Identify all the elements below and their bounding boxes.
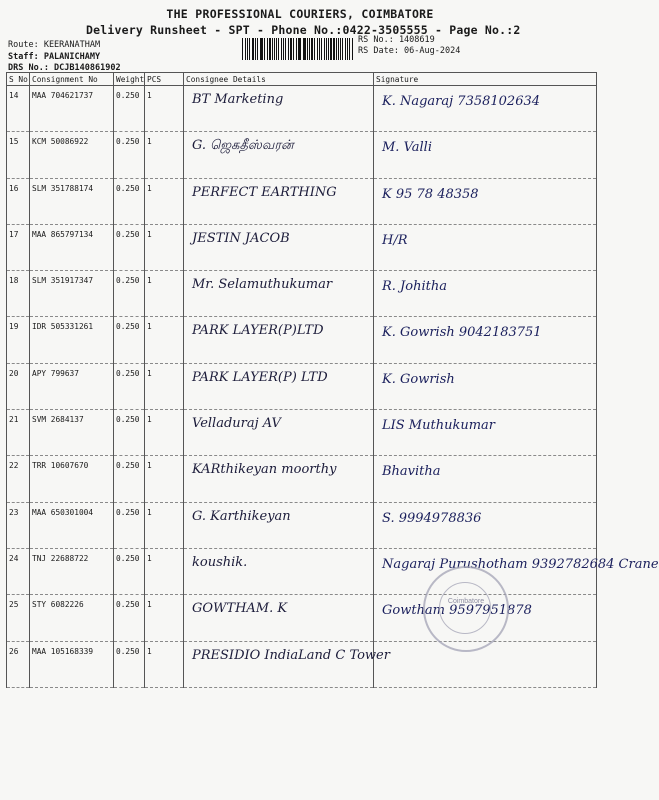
table-row [7, 502, 597, 548]
handwritten-consignee: PARK LAYER(P) LTD [192, 369, 328, 385]
table-row [7, 410, 597, 456]
table-row [7, 317, 597, 363]
cell-consignment-no: TRR 10607670 [30, 456, 114, 502]
cell-consignment-no: STY 6082226 [30, 595, 114, 641]
cell-consignee [184, 456, 374, 502]
barcode-bar [342, 38, 343, 60]
col-consignment-header: Consignment No [30, 73, 114, 86]
handwritten-signature: R. Johitha [382, 279, 447, 295]
barcode-bar [293, 38, 294, 60]
cell-consignee [184, 363, 374, 409]
table-row [7, 456, 597, 502]
cell-pcs: 1 [145, 178, 184, 224]
col-consignee-header: Consignee Details [184, 73, 374, 86]
barcode-bar [319, 38, 320, 60]
barcode-bar [309, 38, 310, 60]
barcode-bar [245, 38, 246, 60]
cell-sno: 23 [7, 502, 30, 548]
cell-pcs: 1 [145, 595, 184, 641]
cell-consignment-no: MAA 865797134 [30, 224, 114, 270]
handwritten-consignee: PERFECT EARTHING [192, 184, 337, 200]
barcode-bar [285, 38, 286, 60]
barcode-bar [260, 38, 261, 60]
barcode-bar [307, 38, 308, 60]
cell-sno: 14 [7, 86, 30, 132]
cell-pcs: 1 [145, 271, 184, 317]
handwritten-signature: S. 9994978836 [382, 510, 482, 526]
cell-sno: 24 [7, 548, 30, 594]
barcode-bar [267, 38, 268, 60]
barcode-bar [276, 38, 277, 60]
handwritten-consignee: JESTIN JACOB [192, 230, 290, 246]
cell-pcs: 1 [145, 502, 184, 548]
cell-consignee [184, 271, 374, 317]
cell-signature [374, 363, 597, 409]
handwritten-signature: K 95 78 48358 [382, 186, 479, 202]
cell-weight: 0.250 [114, 410, 145, 456]
handwritten-signature: K. Gowrish 9042183751 [382, 325, 542, 341]
barcode-bar [269, 38, 271, 60]
cell-pcs: 1 [145, 410, 184, 456]
company-title: THE PROFESSIONAL COURIERS, COIMBATORE [166, 7, 434, 21]
cell-signature [374, 641, 597, 687]
cell-consignment-no: APY 799637 [30, 363, 114, 409]
barcode-bar [264, 38, 265, 60]
table-row [7, 641, 597, 687]
cell-consignee [184, 410, 374, 456]
cell-sno: 17 [7, 224, 30, 270]
barcode-bar [242, 38, 243, 60]
handwritten-consignee: PARK LAYER(P)LTD [192, 323, 324, 339]
barcode-bar [255, 38, 256, 60]
col-signature-header: Signature [374, 73, 597, 86]
cell-consignee [184, 641, 390, 687]
cell-pcs: 1 [145, 86, 184, 132]
cell-weight: 0.250 [114, 595, 145, 641]
runsheet-table [6, 72, 659, 688]
barcode-bar [261, 38, 262, 60]
handwritten-consignee: KARthikeyan moorthy [192, 462, 337, 478]
cell-signature [374, 317, 597, 363]
handwritten-signature: Bhavitha [382, 464, 441, 480]
barcode-bar [314, 38, 315, 60]
cell-consignment-no: MAA 704621737 [30, 86, 114, 132]
barcode-bar [338, 38, 339, 60]
cell-sno: 20 [7, 363, 30, 409]
table-row [7, 86, 597, 132]
col-pcs-header: PCS [145, 73, 184, 86]
cell-signature [374, 456, 597, 502]
handwritten-consignee: BT Marketing [192, 92, 284, 107]
handwritten-signature: K. Nagaraj 7358102634 [382, 94, 541, 109]
handwritten-consignee: Velladuraj AV [192, 416, 281, 432]
handwritten-signature: Nagaraj Purushotham 9392782684 Crane [382, 556, 659, 572]
cell-sno: 22 [7, 456, 30, 502]
cell-consignment-no: SLM 351788174 [30, 178, 114, 224]
stamp-inner-ring [439, 582, 491, 634]
handwritten-consignee: koushik. [192, 554, 248, 570]
rs-number: RS No.: 1408619 [358, 35, 435, 45]
barcode-bar [326, 38, 327, 60]
handwritten-signature: LIS Muthukumar [382, 418, 496, 434]
cell-consignment-no: IDR 505331261 [30, 317, 114, 363]
barcode-bar [345, 38, 346, 60]
barcode-bar [321, 38, 322, 60]
runsheet-subtitle: Delivery Runsheet - SPT - Phone No.:0422-3505555 - Page No.:2 [86, 23, 521, 37]
cell-signature [374, 410, 597, 456]
barcode-bar [296, 38, 297, 60]
barcode-bar [247, 38, 248, 60]
cell-consignment-no: TNJ 22688722 [30, 548, 114, 594]
cell-weight: 0.250 [114, 641, 145, 687]
cell-sno: 26 [7, 641, 30, 687]
cell-pcs: 1 [145, 224, 184, 270]
cell-consignment-no: SLM 351917347 [30, 271, 114, 317]
cell-consignee [184, 224, 374, 270]
handwritten-signature: H/R [382, 232, 408, 248]
cell-weight: 0.250 [114, 224, 145, 270]
barcode-bar [336, 38, 337, 60]
barcode-bar [347, 38, 348, 60]
cell-signature [374, 271, 597, 317]
cell-pcs: 1 [145, 641, 184, 687]
barcode-bar [328, 38, 329, 60]
cell-weight: 0.250 [114, 86, 145, 132]
barcode-bar [311, 38, 313, 60]
table-row [7, 132, 597, 178]
cell-sno: 25 [7, 595, 30, 641]
cell-sno: 18 [7, 271, 30, 317]
barcode-bar [288, 38, 289, 60]
barcode-bar [317, 38, 318, 60]
table-row [7, 224, 597, 270]
barcode-bar [278, 38, 279, 60]
barcode-bar [298, 38, 299, 60]
cell-sno: 15 [7, 132, 30, 178]
barcode-bar [290, 38, 292, 60]
stamp-city: Coimbatore [447, 598, 485, 605]
cell-weight: 0.250 [114, 502, 145, 548]
company-stamp [423, 566, 509, 652]
barcode-bar [304, 38, 305, 60]
col-sno-header: S No [7, 73, 30, 86]
cell-signature [374, 86, 597, 132]
handwritten-signature: M. Valli [382, 140, 432, 156]
cell-consignee [184, 595, 374, 641]
handwritten-consignee: GOWTHAM. K [192, 601, 288, 617]
cell-consignee [184, 317, 374, 363]
barcode-bar [281, 38, 282, 60]
cell-consignment-no: SVM 2684137 [30, 410, 114, 456]
table-row [7, 363, 597, 409]
table-row [7, 178, 597, 224]
cell-consignment-no: KCM 50086922 [30, 132, 114, 178]
route-label: Route: KEERANATHAM [8, 40, 101, 50]
table-header-row [7, 73, 597, 86]
cell-pcs: 1 [145, 317, 184, 363]
staff-label: Staff: PALANICHAMY [8, 52, 101, 62]
barcode-bar [272, 38, 273, 60]
cell-consignee [184, 86, 374, 132]
cell-sno: 19 [7, 317, 30, 363]
cell-weight: 0.250 [114, 456, 145, 502]
cell-consignment-no: MAA 105168339 [30, 641, 114, 687]
handwritten-consignee: Mr. Selamuthukumar [192, 277, 333, 293]
handwritten-signature: Gowtham 9597951878 [382, 603, 532, 619]
cell-signature [374, 224, 597, 270]
cell-sno: 21 [7, 410, 30, 456]
table-row [7, 271, 597, 317]
cell-weight: 0.250 [114, 317, 145, 363]
table-row [7, 548, 597, 594]
rs-date: RS Date: 06-Aug-2024 [358, 46, 461, 56]
handwritten-consignee: G. Karthikeyan [192, 508, 291, 524]
barcode [242, 38, 354, 60]
cell-weight: 0.250 [114, 548, 145, 594]
cell-consignee [184, 178, 374, 224]
cell-consignee [184, 502, 374, 548]
barcode-bar [352, 38, 353, 60]
barcode-bar [283, 38, 284, 60]
barcode-bar [257, 38, 258, 60]
cell-sno: 16 [7, 178, 30, 224]
barcode-bar [249, 38, 250, 60]
barcode-bar [252, 38, 254, 60]
cell-weight: 0.250 [114, 363, 145, 409]
cell-consignee [184, 548, 374, 594]
cell-pcs: 1 [145, 132, 184, 178]
barcode-bar [340, 38, 341, 60]
cell-signature [374, 178, 597, 224]
barcode-bar [349, 38, 350, 60]
cell-signature [374, 132, 597, 178]
drs-number: DRS No.: DCJB140861902 [8, 63, 121, 73]
col-weight-header: Weight [114, 73, 145, 86]
barcode-bar [333, 38, 335, 60]
handwritten-consignee: PRESIDIO IndiaLand C Tower [192, 647, 390, 663]
cell-weight: 0.250 [114, 132, 145, 178]
barcode-bar [303, 38, 304, 60]
cell-consignment-no: MAA 650301004 [30, 502, 114, 548]
barcode-bar [299, 38, 300, 60]
handwritten-consignee: G. ஜெகதீஸ்வரன் [192, 138, 294, 154]
cell-pcs: 1 [145, 363, 184, 409]
cell-pcs: 1 [145, 548, 184, 594]
cell-signature [374, 502, 597, 548]
barcode-bar [274, 38, 275, 60]
cell-weight: 0.250 [114, 271, 145, 317]
barcode-bar [330, 38, 331, 60]
cell-consignee [184, 132, 374, 178]
handwritten-signature: K. Gowrish [382, 371, 455, 387]
cell-pcs: 1 [145, 456, 184, 502]
barcode-bar [324, 38, 325, 60]
cell-weight: 0.250 [114, 178, 145, 224]
